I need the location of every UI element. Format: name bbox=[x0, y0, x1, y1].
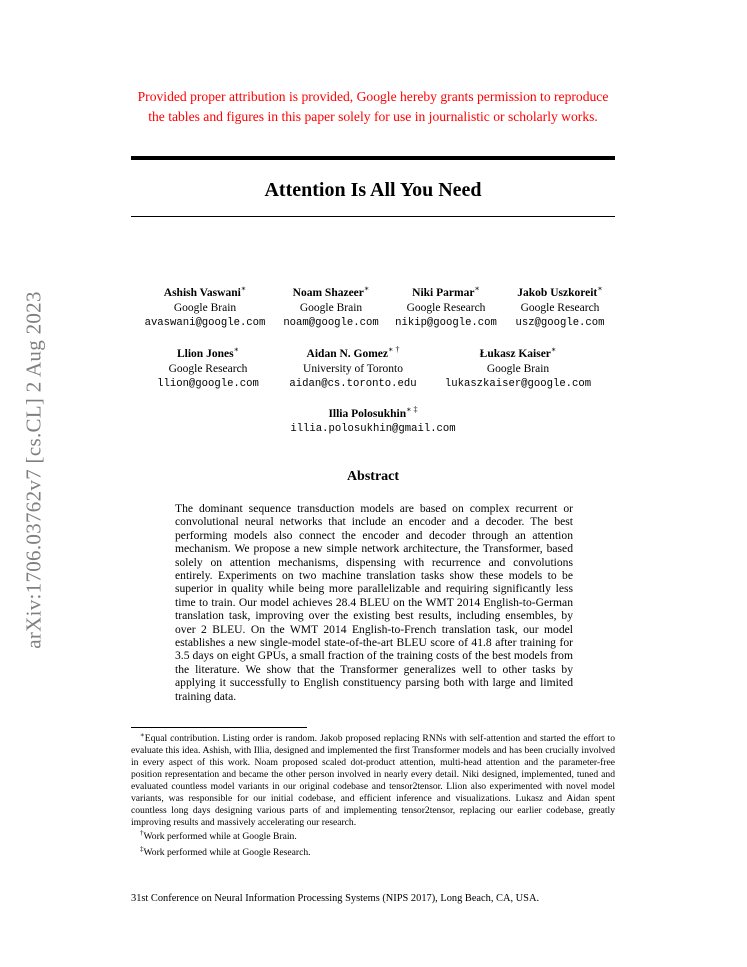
author-name: Ashish Vaswani bbox=[163, 287, 241, 299]
author-block bbox=[390, 286, 502, 331]
conference-note: 31st Conference on Neural Information Processing Systems (NIPS 2017), Long Beach, CA, USA. bbox=[131, 893, 540, 904]
title-rule-bottom bbox=[131, 216, 615, 217]
footnote-equal-contribution bbox=[131, 730, 615, 828]
footnote-google-research bbox=[131, 844, 615, 859]
footnote-text: Work performed while at Google Brain. bbox=[143, 831, 297, 843]
footnote-google-brain bbox=[131, 828, 615, 843]
author-affiliation: Google Brain bbox=[173, 302, 237, 314]
author-affiliation: University of Toronto bbox=[303, 363, 403, 375]
author-block bbox=[436, 347, 600, 392]
author-block bbox=[505, 286, 615, 331]
abstract-body: The dominant sequence transduction models are based on complex recurrent or convolutional neural networks that include an encoder and a decoder. The best performing models also connect the encoder and decoder through an attention mechanism. We propose a new simple network architecture, the Transformer, based solely on attention mechanisms, dispensing with recurrence and convolutions entirely. Experiments on two machine translation tasks show these models to be superior in quality while being more parallelizable and requiring significantly less time to train. Our model achieves 28.4 BLEU on the WMT 2014 English-to-German translation task, improving over the existing best results, including ensembles, by over 2 BLEU. On the WMT 2014 English-to-French translation task, our model establishes a new single-model state-of-the-art BLEU score of 41.8 after training for 3.5 days on eight GPUs, a small fraction of the training costs of the best models from the literature. We show that the Transformer generalizes well to other tasks by applying it successfully to English constituency parsing both with large and limited training data. bbox=[175, 502, 573, 703]
author-block bbox=[140, 347, 276, 392]
author-email[interactable]: noam@google.com bbox=[283, 317, 379, 329]
title-rule-top bbox=[131, 156, 615, 160]
author-email[interactable]: aidan@cs.toronto.edu bbox=[289, 378, 417, 390]
author-block bbox=[272, 286, 390, 331]
author-mark: ∗ bbox=[363, 284, 370, 294]
footnote-mark: ‡ bbox=[140, 844, 144, 853]
arxiv-id: arXiv:1706.03762v7 [cs.CL] 2 Aug 2023 bbox=[21, 291, 46, 649]
author-email[interactable]: avaswani@google.com bbox=[144, 317, 266, 329]
author-mark: ∗ bbox=[597, 284, 603, 294]
author-affiliation: Google Research bbox=[406, 302, 486, 314]
author-mark: ∗ † bbox=[388, 345, 400, 355]
abstract-heading: Abstract bbox=[346, 469, 400, 484]
footnote-text: Equal contribution. Listing order is random. Jakob proposed replacing RNNs with self-attention and started the effort to evaluate this idea. Ashish, with Illia, designed and implemented the first Transformer models and has been crucially involved in every aspect of this work. Noam proposed scaled dot-product attention, multi-head attention and the parameter-free position representation and became the other person involved in nearly every detail. Niki designed, implemented, tuned and evaluated countless model variants in our original codebase and tensor2tensor. Llion also experimented with novel model variants, was responsible for our initial codebase, and efficient inference and visualizations. Lukasz and Aidan spent countless long days designing various parts of and implementing tensor2tensor, replacing our earlier codebase, greatly improving results and massively accelerating our research. bbox=[131, 733, 615, 828]
author-name: Noam Shazeer bbox=[292, 287, 364, 299]
author-email[interactable]: lukaszkaiser@google.com bbox=[444, 378, 592, 390]
author-name: Illia Polosukhin bbox=[328, 408, 407, 420]
author-mark: ∗ bbox=[233, 345, 239, 355]
footnotes bbox=[131, 730, 615, 859]
footnote-mark: ∗ bbox=[140, 731, 145, 739]
author-mark: ∗ ‡ bbox=[406, 405, 418, 415]
author-affiliation: Google Brain bbox=[299, 302, 363, 314]
author-email[interactable]: nikip@google.com bbox=[395, 317, 497, 329]
author-affiliation: Google Research bbox=[520, 302, 600, 314]
author-block bbox=[140, 286, 270, 331]
author-email[interactable]: usz@google.com bbox=[515, 317, 605, 329]
footnote-rule bbox=[131, 727, 307, 728]
author-affiliation: Google Brain bbox=[486, 363, 550, 375]
footnote-text: Work performed while at Google Research. bbox=[143, 846, 311, 858]
author-name: Aidan N. Gomez bbox=[306, 348, 389, 360]
author-block bbox=[273, 407, 473, 437]
paper-title: Attention Is All You Need bbox=[264, 179, 482, 201]
footnote-mark: † bbox=[140, 829, 144, 838]
author-mark: ∗ bbox=[550, 345, 557, 355]
author-affiliation: Google Research bbox=[168, 363, 248, 375]
author-name: Łukasz Kaiser bbox=[479, 348, 551, 360]
author-mark: ∗ bbox=[474, 284, 480, 294]
author-email[interactable]: llion@google.com bbox=[157, 378, 259, 390]
author-block bbox=[278, 347, 428, 392]
author-name: Jakob Uszkoreit bbox=[517, 287, 598, 299]
author-email[interactable]: illia.polosukhin@gmail.com bbox=[290, 423, 456, 435]
author-mark: ∗ bbox=[240, 284, 247, 294]
arxiv-sidebar-stamp bbox=[14, 260, 54, 680]
permission-notice: Provided proper attribution is provided, Google hereby grants permission to reproduce the tables and figures in this paper solely for use in journalistic or scholarly works. bbox=[137, 89, 609, 124]
author-name: Llion Jones bbox=[177, 348, 234, 360]
author-name: Niki Parmar bbox=[412, 287, 475, 299]
